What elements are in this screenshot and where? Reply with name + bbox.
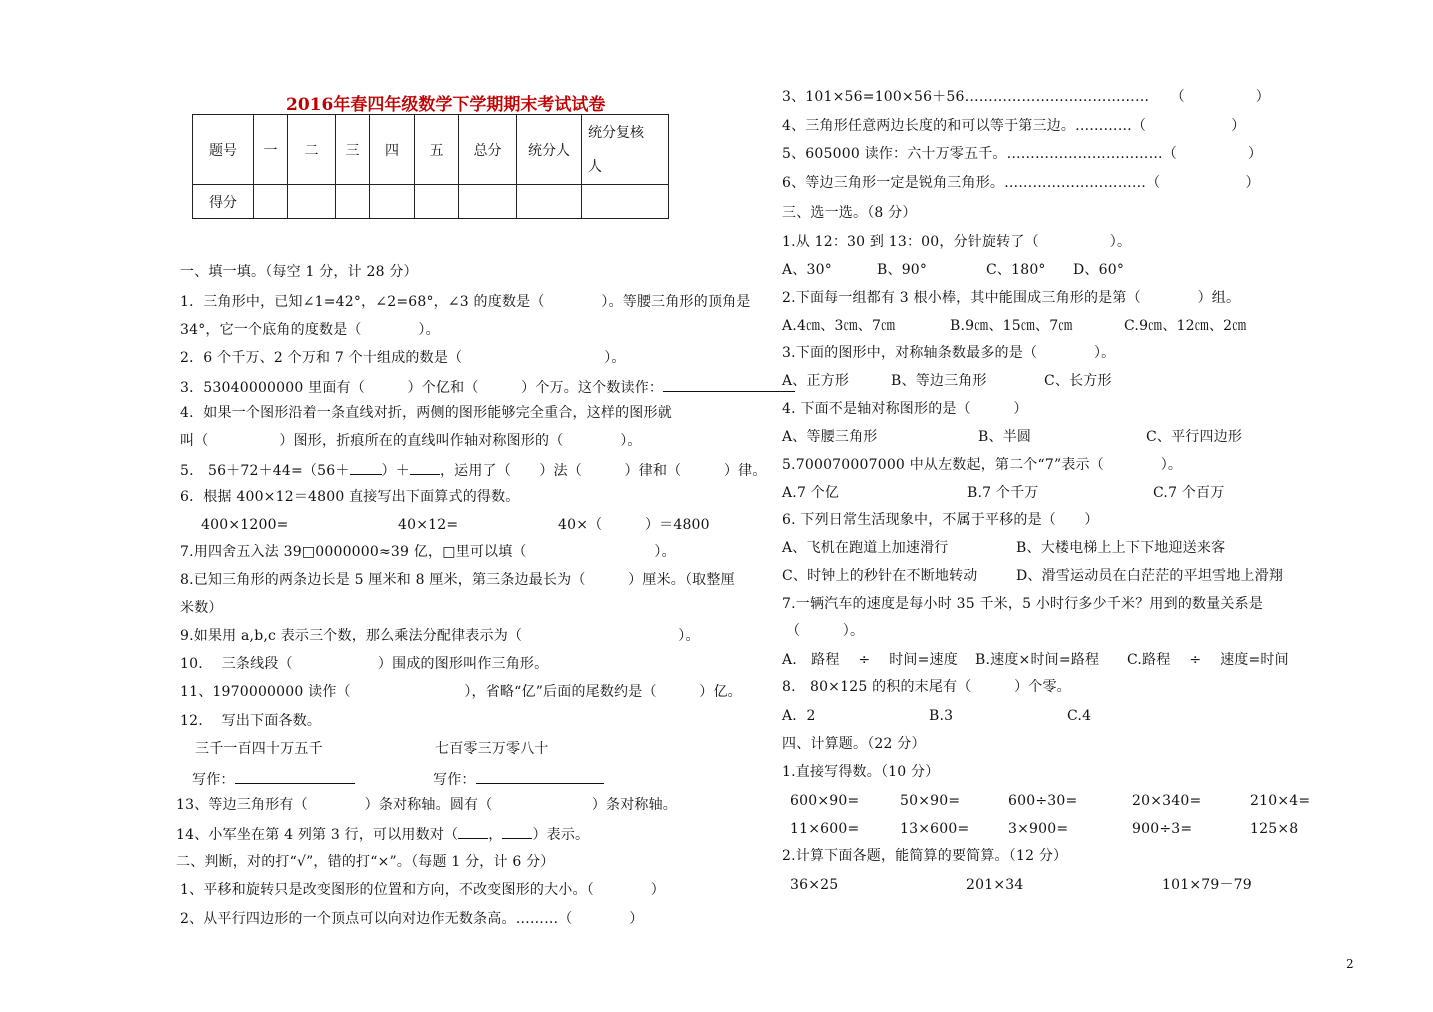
option: C、长方形	[1044, 373, 1112, 389]
question-line: 5、605000 读作：六十万零五千。……………………………（ ）	[782, 146, 1263, 162]
calc-item: 40×12=	[398, 517, 459, 533]
number-words: 三千一百四十万五千	[195, 741, 323, 757]
question-line: 2.计算下面各题，能简算的要简算。（12 分）	[782, 848, 1068, 864]
option: A、等腰三角形	[782, 429, 878, 445]
calc-item: 900÷3=	[1132, 821, 1193, 837]
question-line	[180, 460, 767, 480]
table-header-cell: 二	[288, 115, 336, 185]
question-text: 5. 56＋72＋44=（56＋	[180, 463, 350, 479]
section-heading: 二、判断，对的打“√”，错的打“×”。（每题 1 分，计 6 分）	[176, 854, 555, 870]
question-line: 10. 三条线段（ ）围成的图形叫作三角形。	[180, 656, 549, 672]
question-line: 2．6 个千万、2 个万和 7 个十组成的数是（ ）。	[180, 350, 626, 366]
table-header-cell: 统分人	[517, 115, 582, 185]
question-line: 1．三角形中，已知∠1=42°，∠2=68°，∠3 的度数是（ ）。等腰三角形的顶角是	[180, 294, 751, 310]
option: C.7 个百万	[1153, 485, 1225, 501]
answer-blank[interactable]	[502, 824, 532, 839]
score-cell	[582, 185, 669, 219]
question-line: 1.直接写得数。（10 分）	[782, 764, 940, 780]
calc-item: 600÷30=	[1008, 793, 1078, 809]
question-line: 6. 下列日常生活现象中，不属于平移的是（ ）	[782, 512, 1099, 528]
score-cell	[254, 185, 288, 219]
question-line: 7.一辆汽车的速度是每小时 35 千米，5 小时行多少千米？用到的数量关系是	[782, 596, 1264, 612]
option: B.7 个千万	[967, 485, 1039, 501]
section-heading: 三、选一选。（8 分）	[782, 205, 917, 221]
question-line: 2.下面每一组都有 3 根小棒，其中能围成三角形的是第（ ）组。	[782, 290, 1241, 306]
score-row-label: 得分	[193, 185, 254, 219]
calc-item: 20×340=	[1132, 793, 1202, 809]
option: A.4㎝、3㎝、7㎝	[782, 318, 896, 334]
question-line: 3.下面的图形中，对称轴条数最多的是（ ）。	[782, 345, 1116, 361]
question-line	[180, 377, 795, 397]
calc-item: 400×1200=	[201, 517, 289, 533]
question-text: ，	[488, 827, 503, 843]
score-cell	[517, 185, 582, 219]
calc-item: 36×25	[790, 877, 839, 893]
option: A、飞机在跑道上加速滑行	[782, 540, 949, 556]
option: C.9㎝、12㎝、2㎝	[1124, 318, 1247, 334]
table-header-cell: 一	[254, 115, 288, 185]
calc-item: 600×90=	[790, 793, 860, 809]
option: C、180°	[986, 262, 1046, 278]
question-line: 13、等边三角形有（ ）条对称轴。圆有（ ）条对称轴。	[176, 797, 678, 813]
question-line: 4、三角形任意两边长度的和可以等于第三边。…………（ ）	[782, 118, 1246, 134]
score-cell	[288, 185, 336, 219]
question-text: ，运用了（ ）法（ ）律和（ ）律。	[439, 463, 767, 479]
option: A.7 个亿	[782, 485, 840, 501]
question-text: ）＋	[381, 463, 410, 479]
option: B、90°	[877, 262, 928, 278]
question-line: 5.700070007000 中从左数起，第二个“7”表示（ ）。	[782, 457, 1183, 473]
calc-item: 3×900=	[1008, 821, 1069, 837]
option: A．2	[782, 708, 816, 724]
option: A、正方形	[782, 373, 850, 389]
question-line: 34°，它一个底角的度数是（ ）。	[180, 322, 440, 338]
question-line: 12. 写出下面各数。	[180, 713, 322, 729]
option: A. 路程 ÷ 时间=速度	[782, 652, 958, 668]
reviewer-label-2: 人	[588, 158, 602, 175]
question-line: 7.用四舍五入法 39□0000000≈39 亿，□里可以填（ ）。	[180, 544, 676, 560]
score-cell	[370, 185, 415, 219]
table-header-cell: 三	[336, 115, 370, 185]
option: A、30°	[782, 262, 832, 278]
calc-item: 50×90=	[900, 793, 961, 809]
answer-blank[interactable]	[663, 377, 795, 392]
question-text: 3．53040000000 里面有（ ）个亿和（ ）个万。这个数读作：	[180, 380, 664, 396]
write-line	[192, 769, 355, 789]
section-heading: 四、计算题。（22 分）	[782, 736, 926, 752]
score-table	[192, 114, 669, 219]
score-cell	[415, 185, 459, 219]
question-line: 米数）	[180, 600, 223, 616]
answer-blank[interactable]	[235, 769, 355, 784]
write-label: 写作：	[192, 772, 235, 788]
option: D、60°	[1073, 262, 1125, 278]
calc-item: 101×79－79	[1162, 877, 1252, 893]
option: B、等边三角形	[891, 373, 987, 389]
answer-blank[interactable]	[410, 460, 440, 475]
option: B、半圆	[978, 429, 1032, 445]
section-heading: 一、填一填。（每空 1 分，计 28 分）	[180, 264, 418, 280]
answer-blank[interactable]	[476, 769, 604, 784]
calc-item: 210×4=	[1250, 793, 1311, 809]
question-line: 9.如果用 a,b,c 表示三个数，那么乘法分配律表示为（ ）。	[180, 628, 700, 644]
question-line: （ ）。	[786, 623, 865, 639]
page-title: 2016年春四年级数学下学期期末考试试卷	[286, 95, 606, 115]
question-line: 2、从平行四边形的一个顶点可以向对边作无数条高。………（ ）	[180, 911, 644, 927]
score-cell	[336, 185, 370, 219]
number-words: 七百零三万零八十	[435, 741, 549, 757]
calc-item: 13×600=	[900, 821, 970, 837]
calc-item: 201×34	[966, 877, 1024, 893]
table-header-cell: 五	[415, 115, 459, 185]
question-line: 1.从 12：30 到 13：00，分针旋转了（ ）。	[782, 234, 1132, 250]
page-number: 2	[1346, 957, 1354, 971]
write-label: 写作：	[433, 772, 476, 788]
score-cell	[459, 185, 517, 219]
answer-blank[interactable]	[350, 460, 382, 475]
option: B.9㎝、15㎝、7㎝	[950, 318, 1073, 334]
option: C.4	[1067, 708, 1092, 724]
question-line: 6．根据 400×12＝4800 直接写出下面算式的得数。	[180, 489, 520, 505]
question-text: 14、小军坐在第 4 列第 3 行，可以用数对（	[176, 827, 459, 843]
question-line: 4. 下面不是轴对称图形的是（ ）	[782, 401, 1028, 417]
option: B.3	[929, 708, 954, 724]
table-header-cell: 四	[370, 115, 415, 185]
option: B、大楼电梯上上下下地迎送来客	[1016, 540, 1226, 556]
table-header-cell: 总分	[459, 115, 517, 185]
option: D、滑雪运动员在白茫茫的平坦雪地上滑翔	[1016, 568, 1284, 584]
write-line	[433, 769, 604, 789]
table-header-cell-reviewer	[582, 115, 669, 185]
question-line: 8. 80×125 的积的末尾有（ ）个零。	[782, 679, 1071, 695]
reviewer-label-1: 统分复核	[588, 124, 644, 141]
question-line: 11、1970000000 读作（ ），省略“亿”后面的尾数约是（ ）亿。	[180, 684, 742, 700]
question-line: 叫（ ）图形，折痕所在的直线叫作轴对称图形的（ ）。	[180, 433, 642, 449]
calc-item: 11×600=	[790, 821, 860, 837]
calc-item: 40×（ ）＝4800	[558, 517, 710, 533]
option: B.速度×时间=路程	[975, 652, 1100, 668]
question-line: 3、101×56=100×56＋56………………………………… （ ）	[782, 89, 1270, 105]
table-header-cell: 题号	[193, 115, 254, 185]
question-line: 4．如果一个图形沿着一条直线对折，两侧的图形能够完全重合，这样的图形就	[180, 405, 672, 421]
option: C.路程 ÷ 速度=时间	[1127, 652, 1289, 668]
question-line	[176, 824, 589, 844]
option: C、平行四边形	[1146, 429, 1243, 445]
question-line: 6、等边三角形一定是锐角三角形。…………………………（ ）	[782, 175, 1260, 191]
question-line: 1、平移和旋转只是改变图形的位置和方向，不改变图形的大小。（ ）	[180, 882, 665, 898]
calc-item: 125×8	[1250, 821, 1299, 837]
question-line: 8.已知三角形的两条边长是 5 厘米和 8 厘米，第三条边最长为（ ）厘米。（取整厘	[180, 572, 735, 588]
question-text: ）表示。	[532, 827, 590, 843]
option: C、时钟上的秒针在不断地转动	[782, 568, 978, 584]
answer-blank[interactable]	[458, 824, 488, 839]
